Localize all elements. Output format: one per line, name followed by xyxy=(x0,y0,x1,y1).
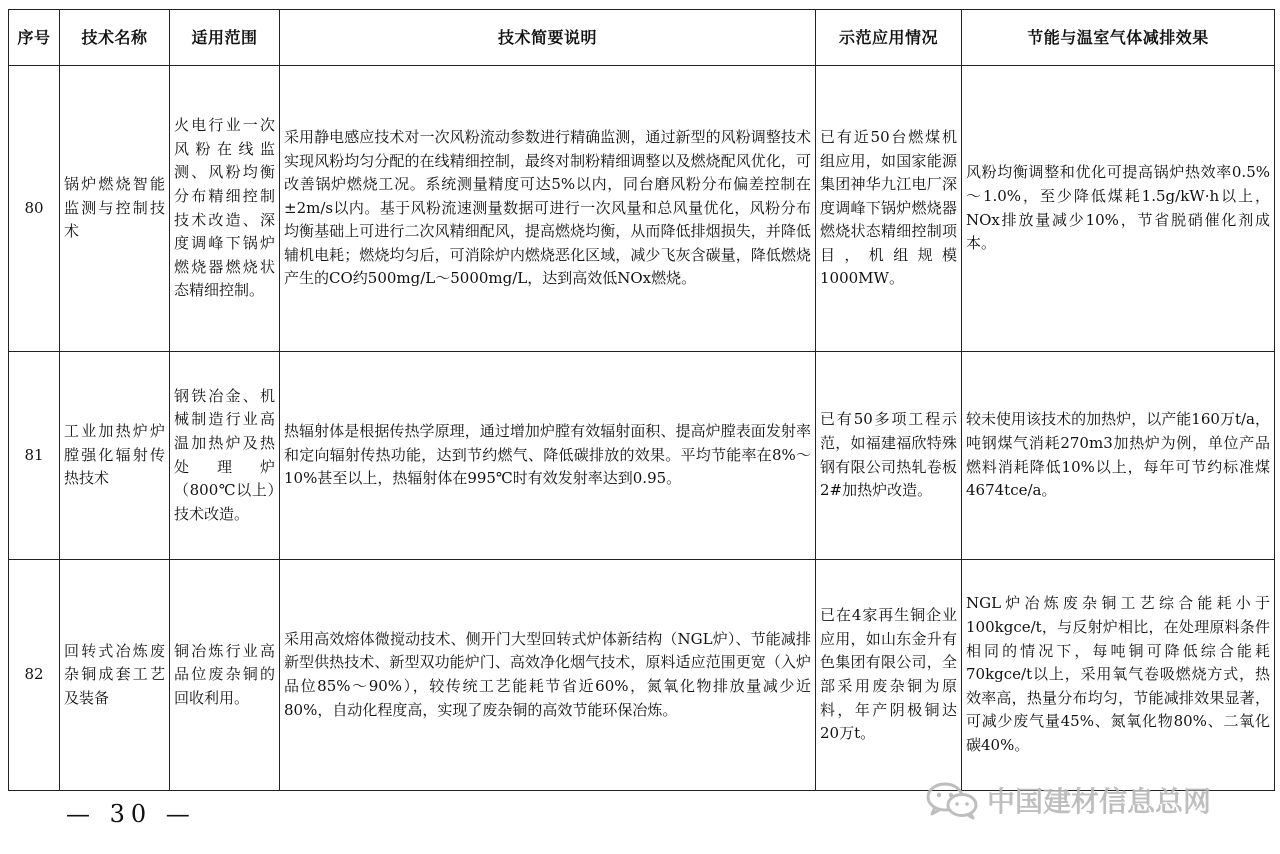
row-demo: 已有50多项工程示范，如福建福欣特殊钢有限公司热轧卷板2#加热炉改造。 xyxy=(816,352,962,560)
table-row xyxy=(9,66,1275,352)
row-demo: 已有近50台燃煤机组应用，如国家能源集团神华九江电厂深度调峰下锅炉燃烧器燃烧状态精细控制项目，机组规模1000MW。 xyxy=(816,66,962,352)
header-effect: 节能与温室气体减排效果 xyxy=(962,10,1275,66)
table-header-row xyxy=(9,10,1275,66)
row-effect: NGL炉冶炼废杂铜工艺综合能耗小于100kgce/t，与反射炉相比，在处理原料条件相同的情况下，每吨铜可降低综合能耗70kgce/t以上，采用氧气卷吸燃烧方式，热效率高，热量分布均匀，节能减排效果显著，可减少废气量45%、氮氧化物80%、二氧化碳40%。 xyxy=(962,560,1275,791)
header-no: 序号 xyxy=(9,10,60,66)
row-no: 81 xyxy=(9,352,60,560)
header-scope: 适用范围 xyxy=(170,10,280,66)
watermark xyxy=(925,780,1211,820)
row-description: 热辐射体是根据传热学原理，通过增加炉膛有效辐射面积、提高炉膛表面发射率和定向辐射传热功能，达到节约燃气、降低碳排放的效果。平均节能率在8%～10%甚至以上，热辐射体在995℃时有效发射率达到0.95。 xyxy=(280,352,816,560)
header-description: 技术简要说明 xyxy=(280,10,816,66)
header-tech-name: 技术名称 xyxy=(60,10,170,66)
row-description: 采用静电感应技术对一次风粉流动参数进行精确监测，通过新型的风粉调整技术实现风粉均匀分配的在线精细控制，最终对制粉精细调整以及燃烧配风优化，可改善锅炉燃烧工况。系统测量精度可达5%以内，同台磨风粉分布偏差控制在±2m/s以内。基于风粉流速测量数据可进行一次风量和总风量优化，风粉分布均衡基础上可进行二次风精细配风，提高燃烧均衡，从而降低排烟损失，并降低辅机电耗；燃烧均匀后，可消除炉内燃烧恶化区域，减少飞灰含碳量，降低燃烧产生的CO约500mg/L～5000mg/L，达到高效低NOx燃烧。 xyxy=(280,66,816,352)
row-scope: 铜冶炼行业高品位废杂铜的回收利用。 xyxy=(170,560,280,791)
row-scope: 钢铁冶金、机械制造行业高温加热炉及热处理炉（800℃以上）技术改造。 xyxy=(170,352,280,560)
row-tech-name: 锅炉燃烧智能监测与控制技术 xyxy=(60,66,170,352)
row-description: 采用高效熔体微搅动技术、侧开门大型回转式炉体新结构（NGL炉）、节能减排新型供热技术、新型双功能炉门、高效净化烟气技术，原料适应范围更宽（入炉品位85%～90%），较传统工艺能耗节省近60%，氮氧化物排放量减少近80%，自动化程度高，实现了废杂铜的高效节能环保冶炼。 xyxy=(280,560,816,791)
wechat-icon xyxy=(925,780,979,820)
row-no: 80 xyxy=(9,66,60,352)
table-row xyxy=(9,560,1275,791)
row-tech-name: 工业加热炉炉膛强化辐射传热技术 xyxy=(60,352,170,560)
header-demo: 示范应用情况 xyxy=(816,10,962,66)
page-number: — 30 — xyxy=(66,800,196,828)
row-effect: 较未使用该技术的加热炉，以产能160万t/a，吨钢煤气消耗270m3加热炉为例，单位产品燃料消耗降低10%以上，每年可节约标准煤4674tce/a。 xyxy=(962,352,1275,560)
row-demo: 已在4家再生铜企业应用，如山东金升有色集团有限公司，全部采用废杂铜为原料，年产阴极铜达20万t。 xyxy=(816,560,962,791)
table-row xyxy=(9,352,1275,560)
row-scope: 火电行业一次风粉在线监测、风粉均衡分布精细控制技术改造、深度调峰下锅炉燃烧器燃烧状态精细控制。 xyxy=(170,66,280,352)
watermark-text: 中国建材信息总网 xyxy=(987,785,1212,818)
technology-table xyxy=(8,9,1275,791)
row-no: 82 xyxy=(9,560,60,791)
row-tech-name: 回转式冶炼废杂铜成套工艺及装备 xyxy=(60,560,170,791)
row-effect: 风粉均衡调整和优化可提高锅炉热效率0.5%～1.0%，至少降低煤耗1.5g/kW·h以上，NOx排放量减少10%，节省脱硝催化剂成本。 xyxy=(962,66,1275,352)
